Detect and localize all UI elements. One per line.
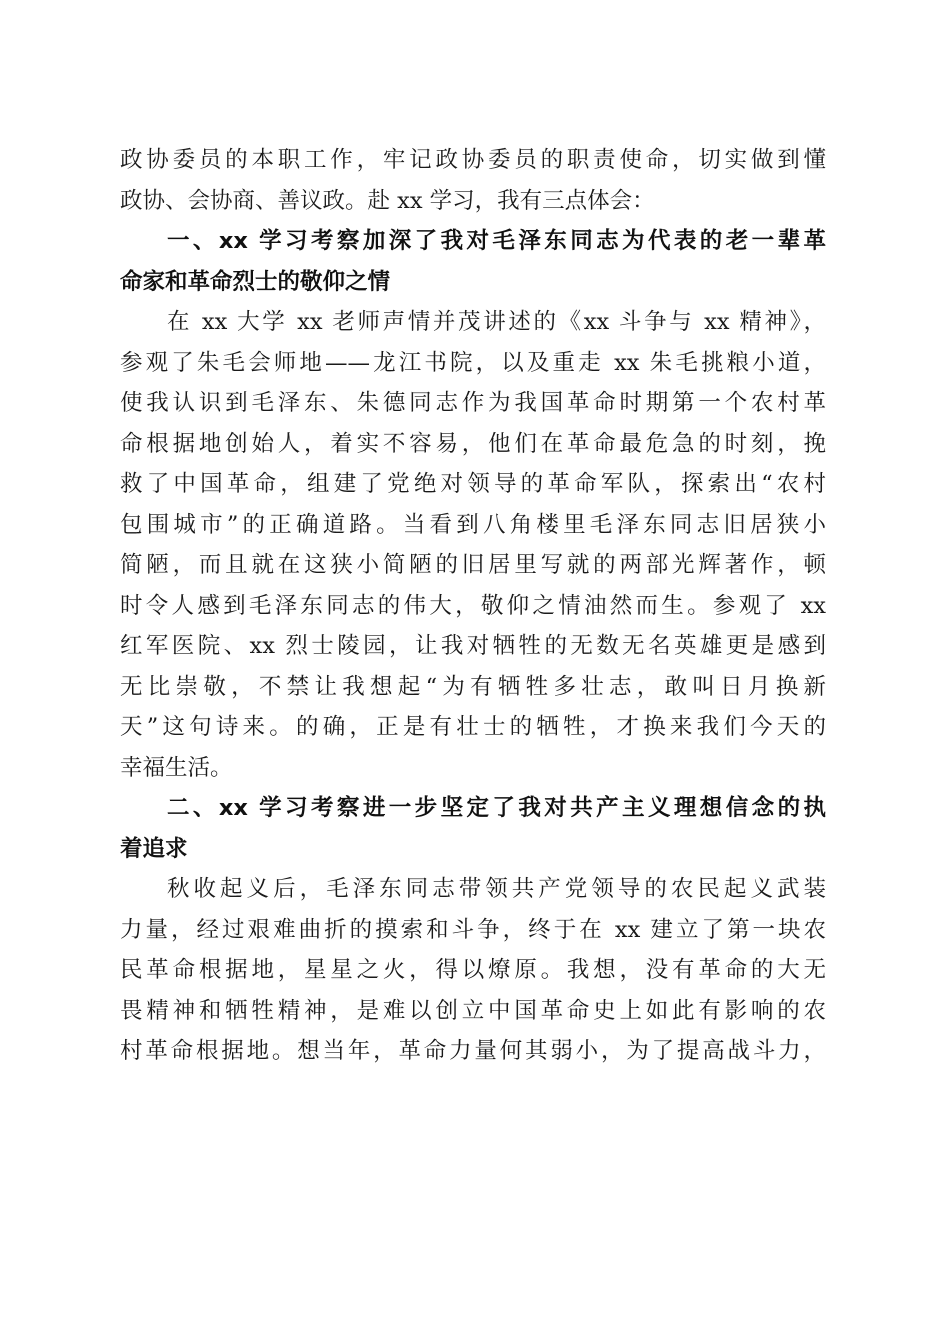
document-page — [120, 140, 826, 1072]
text-line: 使我认识到毛泽东、朱德同志作为我国革命时期第一个农村革 — [120, 390, 826, 416]
text-line: 政协委员的本职工作，牢记政协委员的职责使命，切实做到懂 — [120, 147, 826, 173]
heading-line: 一、xx 学习考察加深了我对毛泽东同志为代表的老一辈革 — [167, 228, 826, 254]
text-line: 秋收起义后，毛泽东同志带领共产党领导的农民起义武装 — [167, 876, 826, 902]
section2-paragraph — [120, 869, 826, 1072]
text-line: 红军医院、xx 烈士陵园，让我对牺牲的无数无名英雄更是感到 — [120, 633, 826, 659]
heading-line: 二、xx 学习考察进一步坚定了我对共产主义理想信念的执 — [167, 795, 826, 821]
text-line: 包围城市”的正确道路。当看到八角楼里毛泽东同志旧居狭小 — [120, 511, 826, 538]
text-line: 时令人感到毛泽东同志的伟大，敬仰之情油然而生。参观了 xx — [120, 592, 826, 619]
heading-line: 着追求 — [120, 835, 188, 862]
section1-paragraph — [120, 302, 826, 788]
text-line: 救了中国革命，组建了党绝对领导的革命军队，探索出“农村 — [120, 471, 826, 497]
text-line: 政协、会协商、善议政。赴 xx 学习，我有三点体会： — [120, 187, 655, 214]
text-line: 力量，经过艰难曲折的摸索和斗争，终于在 xx 建立了第一块农 — [120, 916, 826, 943]
text-line: 天”这句诗来。的确，正是有壮士的牺牲，才换来我们今天的 — [120, 714, 826, 740]
section2-heading — [120, 788, 826, 869]
text-line: 村革命根据地。想当年，革命力量何其弱小，为了提高战斗力， — [120, 1038, 826, 1064]
text-line: 简陋，而且就在这狭小简陋的旧居里写就的两部光辉著作，顿 — [120, 552, 826, 578]
text-line: 在 xx 大学 xx 老师声情并茂讲述的《xx 斗争与 xx 精神》， — [167, 309, 826, 335]
text-line: 民革命根据地，星星之火，得以燎原。我想，没有革命的大无 — [120, 957, 826, 983]
heading-line: 命家和革命烈士的敬仰之情 — [120, 268, 391, 295]
text-line: 参观了朱毛会师地——龙江书院，以及重走 xx 朱毛挑粮小道， — [120, 349, 826, 376]
text-line: 畏精神和牺牲精神，是难以创立中国革命史上如此有影响的农 — [120, 997, 826, 1024]
text-line: 无比崇敬，不禁让我想起“为有牺牲多壮志，敢叫日月换新 — [120, 673, 826, 700]
section1-heading — [120, 221, 826, 302]
intro-paragraph — [120, 140, 826, 221]
text-line: 幸福生活。 — [120, 754, 233, 781]
text-line: 命根据地创始人，着实不容易，他们在革命最危急的时刻，挽 — [120, 430, 826, 457]
